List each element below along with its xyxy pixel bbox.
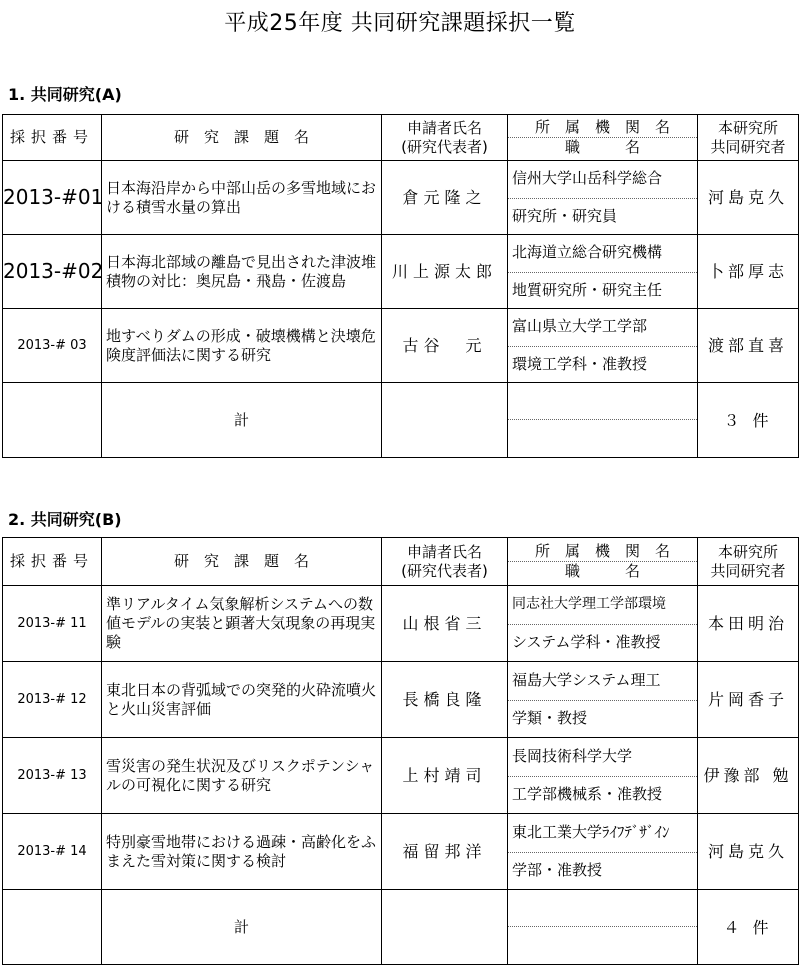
header-co-researcher	[698, 538, 799, 586]
header-co-line1: 本研究所	[717, 118, 778, 137]
row-applicant: 山根省三	[382, 586, 508, 662]
total-value: ３ 件	[698, 383, 799, 458]
table-row	[3, 161, 799, 235]
row-affiliation-org: 北海道立総合研究機構	[508, 235, 697, 273]
row-affiliation-position: 学類・教授	[512, 709, 588, 727]
row-affiliation	[508, 814, 698, 890]
row-topic: 地すべりダムの形成・破壊機構と決壊危険度評価法に関する研究	[102, 309, 382, 383]
row-id: 2013-# 13	[3, 738, 102, 814]
header-applicant-line2: (研究代表者)	[401, 137, 488, 156]
row-co-researcher: 片岡香子	[698, 662, 799, 738]
table-a-header	[3, 115, 799, 161]
row-applicant: 福留邦洋	[382, 814, 508, 890]
row-affiliation	[508, 586, 698, 662]
row-affiliation-position: 環境工学科・准教授	[512, 355, 648, 373]
header-co-line2: 共同研究者	[710, 137, 786, 156]
section-b-heading: 2. 共同研究(B)	[8, 510, 122, 529]
row-topic: 雪災害の発生状況及びリスクポテンシャルの可視化に関する研究	[102, 738, 382, 814]
header-affiliation-line1: 所 属 機 関 名	[508, 542, 697, 562]
total-empty-affiliation	[508, 383, 698, 458]
header-applicant	[382, 538, 508, 586]
row-topic: 準リアルタイム気象解析システムへの数値モデルの実装と顕著大気現象の再現実験	[102, 586, 382, 662]
row-co-researcher: 伊豫部 勉	[698, 738, 799, 814]
total-empty-affiliation	[508, 890, 698, 965]
row-affiliation-org: 長岡技術科学大学	[508, 739, 697, 777]
row-topic: 日本海北部域の離島で見出された津波堆積物の対比：奥尻島・飛島・佐渡島	[102, 235, 382, 309]
total-label: 計	[102, 383, 382, 458]
row-affiliation	[508, 309, 698, 383]
table-row	[3, 235, 799, 309]
table-a-total-row	[3, 383, 799, 458]
row-applicant: 上村靖司	[382, 738, 508, 814]
total-affiliation-top	[508, 890, 697, 927]
row-affiliation-position: 地質研究所・研究主任	[512, 281, 663, 299]
total-label: 計	[102, 890, 382, 965]
row-affiliation-position: 学部・准教授	[512, 861, 603, 879]
row-id: 2013-# 14	[3, 814, 102, 890]
table-b-total-row	[3, 890, 799, 965]
row-affiliation	[508, 161, 698, 235]
row-applicant: 長橋良隆	[382, 662, 508, 738]
row-topic: 東北日本の背弧域での突発的火砕流噴火と火山災害評価	[102, 662, 382, 738]
header-applicant-line1: 申請者氏名	[406, 542, 482, 561]
row-co-researcher: 河島克久	[698, 161, 799, 235]
row-affiliation-position: 研究所・研究員	[512, 207, 618, 225]
row-id: 2013-# 11	[3, 586, 102, 662]
row-affiliation	[508, 662, 698, 738]
row-affiliation-org: 信州大学山岳科学総合	[508, 161, 697, 199]
row-topic: 特別豪雪地帯における過疎・高齢化をふまえた雪対策に関する検討	[102, 814, 382, 890]
header-applicant-line1: 申請者氏名	[406, 118, 482, 137]
row-co-researcher: 渡部直喜	[698, 309, 799, 383]
row-id: 2013-#01	[3, 161, 102, 235]
header-co-line2: 共同研究者	[710, 561, 786, 580]
table-row	[3, 309, 799, 383]
header-topic: 研 究 課 題 名	[102, 538, 382, 586]
total-empty-applicant	[382, 890, 508, 965]
row-id: 2013-#02	[3, 235, 102, 309]
row-applicant: 古谷 元	[382, 309, 508, 383]
header-topic: 研 究 課 題 名	[102, 115, 382, 161]
table-row	[3, 586, 799, 662]
total-affiliation-bottom	[508, 420, 697, 457]
total-empty-applicant	[382, 383, 508, 458]
section-a-heading: 1. 共同研究(A)	[8, 85, 122, 104]
table-a	[2, 114, 799, 458]
page-title: 平成25年度 共同研究課題採択一覧	[224, 11, 576, 36]
total-affiliation-bottom	[508, 927, 697, 964]
row-applicant: 倉元隆之	[382, 161, 508, 235]
table-b-header	[3, 538, 799, 586]
table-row	[3, 662, 799, 738]
table-row	[3, 814, 799, 890]
header-id: 採択番号	[3, 115, 102, 161]
row-affiliation-org: 東北工業大学ﾗｲﾌﾃﾞｻﾞｲﾝ	[508, 815, 697, 853]
header-affiliation-line2: 職 名	[564, 138, 640, 156]
row-affiliation-position: システム学科・准教授	[512, 633, 661, 651]
header-affiliation-line2: 職 名	[564, 562, 640, 580]
row-affiliation-org: 福島大学システム理工	[508, 663, 697, 701]
row-co-researcher: 本田明治	[698, 586, 799, 662]
header-co-line1: 本研究所	[717, 542, 778, 561]
row-co-researcher: 河島克久	[698, 814, 799, 890]
total-value: ４ 件	[698, 890, 799, 965]
row-id: 2013-# 12	[3, 662, 102, 738]
total-empty-id	[3, 383, 102, 458]
header-id: 採択番号	[3, 538, 102, 586]
row-affiliation-org: 富山県立大学工学部	[508, 309, 697, 347]
row-applicant: 川上源太郎	[382, 235, 508, 309]
row-affiliation-position: 工学部機械系・准教授	[512, 785, 663, 803]
header-affiliation	[508, 538, 698, 586]
header-co-researcher	[698, 115, 799, 161]
row-affiliation	[508, 235, 698, 309]
row-affiliation-org: 同志社大学理工学部環境	[508, 587, 697, 625]
row-topic: 日本海沿岸から中部山岳の多雪地域における積雪水量の算出	[102, 161, 382, 235]
row-co-researcher: 卜部厚志	[698, 235, 799, 309]
row-id: 2013-# 03	[3, 309, 102, 383]
total-affiliation-top	[508, 383, 697, 420]
table-b	[2, 537, 799, 965]
header-applicant	[382, 115, 508, 161]
header-affiliation-line1: 所 属 機 関 名	[508, 118, 697, 138]
header-applicant-line2: (研究代表者)	[401, 561, 488, 580]
table-row	[3, 738, 799, 814]
row-affiliation	[508, 738, 698, 814]
total-empty-id	[3, 890, 102, 965]
header-affiliation	[508, 115, 698, 161]
